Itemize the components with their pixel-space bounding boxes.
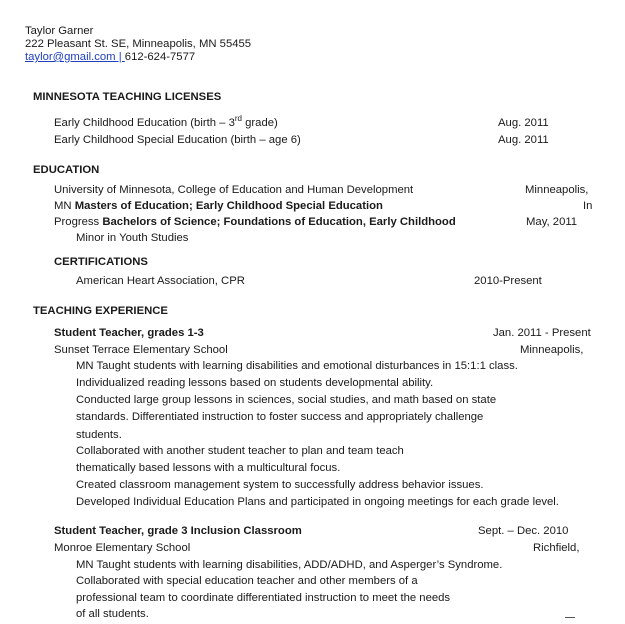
education-degree-bachelors — [54, 215, 456, 229]
licenses-heading: MINNESOTA TEACHING LICENSES — [33, 91, 222, 103]
job-line: Conducted large group lessons in sciences, social studies, and math based on state — [76, 394, 497, 406]
license-title-sup: rd — [234, 114, 242, 123]
license-title-end: grade) — [241, 117, 278, 129]
job-school: Monroe Elementary School — [54, 542, 191, 554]
certifications-heading: CERTIFICATIONS — [54, 256, 148, 268]
job-title: Student Teacher, grade 3 Inclusion Classroom — [54, 525, 302, 537]
degree-masters: Masters of Education; Early Childhood Special Education — [74, 200, 383, 212]
license-date: Aug. 2011 — [498, 117, 549, 129]
job-location: Richfield, — [533, 542, 580, 554]
education-progress: Progress — [54, 216, 103, 228]
email-link[interactable]: taylor@gmail.com | — [25, 51, 125, 63]
job-location: Minneapolis, — [520, 344, 584, 356]
clipped-text-fragment — [565, 617, 575, 620]
job-title: Student Teacher, grades 1-3 — [54, 327, 204, 339]
job-line: Collaborated with another student teacher to plan and team teach — [76, 445, 404, 457]
job-line: MN Taught students with learning disabilities and emotional disturbances in 15:1:1 class. — [76, 360, 518, 372]
job-line: Individualized reading lessons based on students developmental ability. — [76, 377, 434, 389]
name: Taylor Garner — [25, 25, 94, 37]
education-status: In — [583, 200, 593, 212]
address: 222 Pleasant St. SE, Minneapolis, MN 55455 — [25, 38, 252, 50]
job-line: standards. Differentiated instruction to foster success and appropriately challenge — [76, 411, 484, 423]
job-line: Created classroom management system to successfully address behavior issues. — [76, 479, 484, 491]
education-school: University of Minnesota, College of Education and Human Development — [54, 184, 414, 196]
job-line: students. — [76, 429, 122, 441]
job-line: thematically based lessons with a multicultural focus. — [76, 462, 341, 474]
license-item: Early Childhood Special Education (birth – age 6) — [54, 134, 301, 146]
license-date: Aug. 2011 — [498, 134, 549, 146]
contact-line — [25, 50, 195, 64]
education-heading: EDUCATION — [33, 164, 100, 176]
education-location: Minneapolis, — [525, 184, 589, 196]
experience-heading: TEACHING EXPERIENCE — [33, 305, 168, 317]
job-school: Sunset Terrace Elementary School — [54, 344, 228, 356]
job-line: of all students. — [76, 608, 149, 620]
job-line: Developed Individual Education Plans and participated in ongoing meetings for each grade level. — [76, 496, 559, 508]
degree-bachelors: Bachelors of Science; Foundations of Education, Early Childhood — [102, 216, 456, 228]
job-date: Sept. – Dec. 2010 — [478, 525, 569, 537]
job-line: professional team to coordinate differentiated instruction to meet the needs — [76, 592, 451, 604]
license-item — [54, 116, 278, 130]
certification-item: American Heart Association, CPR — [76, 275, 245, 287]
job-line: Collaborated with special education teacher and other members of a — [76, 575, 418, 587]
job-date: Jan. 2011 - Present — [493, 327, 591, 339]
phone: 612-624-7577 — [124, 51, 196, 63]
job-line: MN Taught students with learning disabilities, ADD/ADHD, and Asperger’s Syndrome. — [76, 559, 503, 571]
education-date: May, 2011 — [526, 216, 578, 228]
certification-date: 2010-Present — [474, 275, 542, 287]
license-title: Early Childhood Education (birth – 3 — [54, 117, 235, 129]
education-degree-masters — [54, 199, 383, 213]
education-state: MN — [54, 200, 75, 212]
education-minor: Minor in Youth Studies — [76, 232, 189, 244]
